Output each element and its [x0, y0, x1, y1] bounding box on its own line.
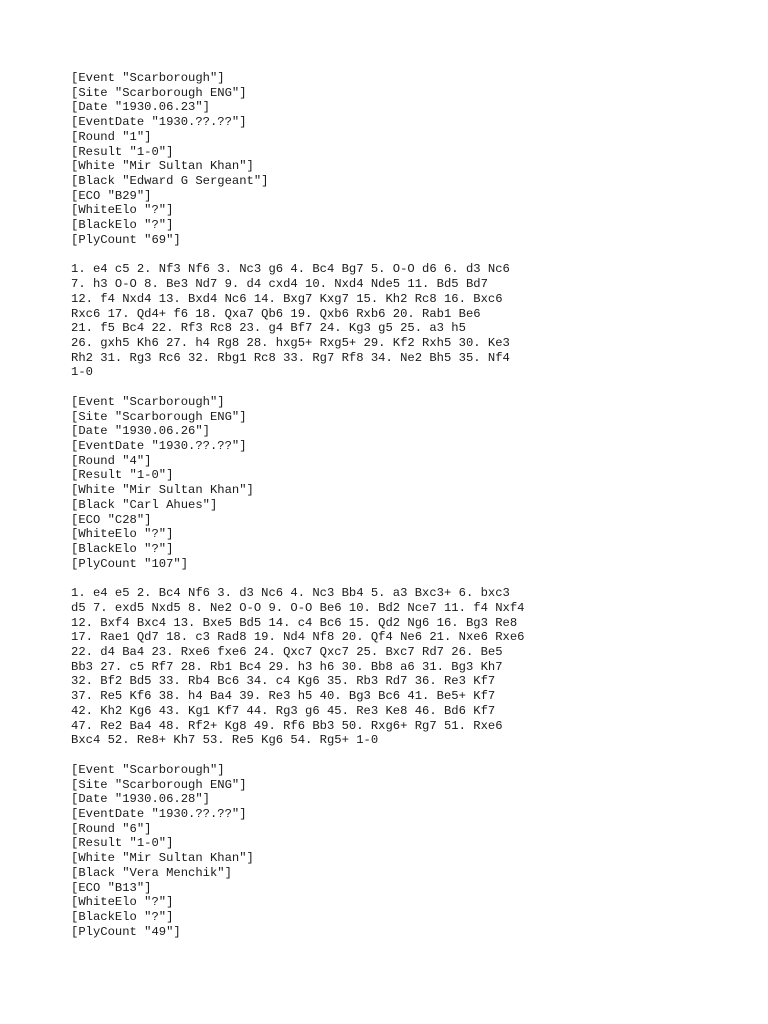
header-event: [Event "Scarborough"] [71, 762, 225, 777]
moves-line: Bxc4 52. Re8+ Kh7 53. Re5 Kg6 54. Rg5+ 1-0 [71, 733, 379, 748]
header-black: [Black "Vera Menchik"] [71, 865, 232, 880]
moves-line: 22. d4 Ba4 23. Rxe6 fxe6 24. Qxc7 Qxc7 25. Bxc7 Rd7 26. Be5 [71, 645, 503, 660]
header-result: [Result "1-0"] [71, 144, 174, 159]
header-round: [Round "1"] [71, 129, 152, 144]
blank-line [71, 571, 751, 586]
header-white: [White "Mir Sultan Khan"] [71, 851, 254, 866]
header-eco: [ECO "B29"] [71, 188, 152, 203]
header-eco: [ECO "C28"] [71, 512, 152, 527]
header-whiteelo: [WhiteElo "?"] [71, 203, 174, 218]
header-plycount: [PlyCount "107"] [71, 556, 189, 571]
header-site: [Site "Scarborough ENG"] [71, 409, 247, 424]
moves-line: 32. Bf2 Bd5 33. Rb4 Bc6 34. c4 Kg6 35. Rb3 Rd7 36. Re3 Kf7 [71, 674, 496, 689]
header-white: [White "Mir Sultan Khan"] [71, 159, 254, 174]
blank-line [71, 248, 751, 263]
moves-line: 47. Re2 Ba4 48. Rf2+ Kg8 49. Rf6 Bb3 50. Rxg6+ Rg7 51. Rxe6 [71, 718, 503, 733]
header-black: [Black "Edward G Sergeant"] [71, 174, 269, 189]
header-whiteelo: [WhiteElo "?"] [71, 895, 174, 910]
header-event: [Event "Scarborough"] [71, 71, 225, 85]
header-white: [White "Mir Sultan Khan"] [71, 483, 254, 498]
moves-line: 12. Bxf4 Bxc4 13. Bxe5 Bd5 14. c4 Bc6 15. Qd2 Ng6 16. Bg3 Re8 [71, 615, 518, 630]
moves-line: 7. h3 O-O 8. Be3 Nd7 9. d4 cxd4 10. Nxd4 Nde5 11. Bd5 Bd7 [71, 277, 488, 292]
header-date: [Date "1930.06.28"] [71, 792, 210, 807]
header-date: [Date "1930.06.26"] [71, 424, 210, 439]
pgn-document [71, 71, 751, 939]
moves-line: 42. Kh2 Kg6 43. Kg1 Kf7 44. Rg3 g6 45. Re3 Ke8 46. Bd6 Kf7 [71, 703, 496, 718]
game-3 [71, 763, 751, 940]
header-eco: [ECO "B13"] [71, 880, 152, 895]
header-blackelo: [BlackElo "?"] [71, 218, 174, 233]
header-eventdate: [EventDate "1930.??.??"] [71, 115, 247, 130]
header-result: [Result "1-0"] [71, 836, 174, 851]
blank-line [71, 380, 751, 395]
header-event: [Event "Scarborough"] [71, 394, 225, 409]
header-whiteelo: [WhiteElo "?"] [71, 527, 174, 542]
moves-line: 1-0 [71, 365, 93, 380]
header-round: [Round "6"] [71, 821, 152, 836]
header-eventdate: [EventDate "1930.??.??"] [71, 438, 247, 453]
header-site: [Site "Scarborough ENG"] [71, 85, 247, 100]
header-round: [Round "4"] [71, 453, 152, 468]
header-result: [Result "1-0"] [71, 468, 174, 483]
moves-line: 1. e4 e5 2. Bc4 Nf6 3. d3 Nc6 4. Nc3 Bb4 5. a3 Bxc3+ 6. bxc3 [71, 586, 510, 601]
header-eventdate: [EventDate "1930.??.??"] [71, 806, 247, 821]
header-date: [Date "1930.06.23"] [71, 100, 210, 115]
moves-line: 26. gxh5 Kh6 27. h4 Rg8 28. hxg5+ Rxg5+ 29. Kf2 Rxh5 30. Ke3 [71, 335, 510, 350]
header-plycount: [PlyCount "69"] [71, 232, 181, 247]
header-site: [Site "Scarborough ENG"] [71, 777, 247, 792]
moves-line: 21. f5 Bc4 22. Rf3 Rc8 23. g4 Bf7 24. Kg3 g5 25. a3 h5 [71, 321, 466, 336]
moves-line: 37. Re5 Kf6 38. h4 Ba4 39. Re3 h5 40. Bg3 Bc6 41. Be5+ Kf7 [71, 689, 496, 704]
moves-line: 12. f4 Nxd4 13. Bxd4 Nc6 14. Bxg7 Kxg7 15. Kh2 Rc8 16. Bxc6 [71, 291, 503, 306]
game-1 [71, 71, 751, 395]
header-black: [Black "Carl Ahues"] [71, 497, 218, 512]
game-2 [71, 395, 751, 763]
moves-line: 17. Rae1 Qd7 18. c3 Rad8 19. Nd4 Nf8 20. Qf4 Ne6 21. Nxe6 Rxe6 [71, 630, 525, 645]
header-blackelo: [BlackElo "?"] [71, 542, 174, 556]
moves-line: Rxc6 17. Qd4+ f6 18. Qxa7 Qb6 19. Qxb6 Rxb6 20. Rab1 Be6 [71, 306, 481, 321]
header-blackelo: [BlackElo "?"] [71, 909, 174, 924]
blank-line [71, 748, 751, 763]
moves-line: Bb3 27. c5 Rf7 28. Rb1 Bc4 29. h3 h6 30. Bb8 a6 31. Bg3 Kh7 [71, 659, 503, 674]
header-plycount: [PlyCount "49"] [71, 924, 181, 939]
moves-line: 1. e4 c5 2. Nf3 Nf6 3. Nc3 g6 4. Bc4 Bg7 5. O-O d6 6. d3 Nc6 [71, 262, 510, 277]
moves-line: Rh2 31. Rg3 Rc6 32. Rbg1 Rc8 33. Rg7 Rf8 34. Ne2 Bh5 35. Nf4 [71, 350, 510, 365]
moves-line: d5 7. exd5 Nxd5 8. Ne2 O-O 9. O-O Be6 10. Bd2 Nce7 11. f4 Nxf4 [71, 600, 525, 615]
